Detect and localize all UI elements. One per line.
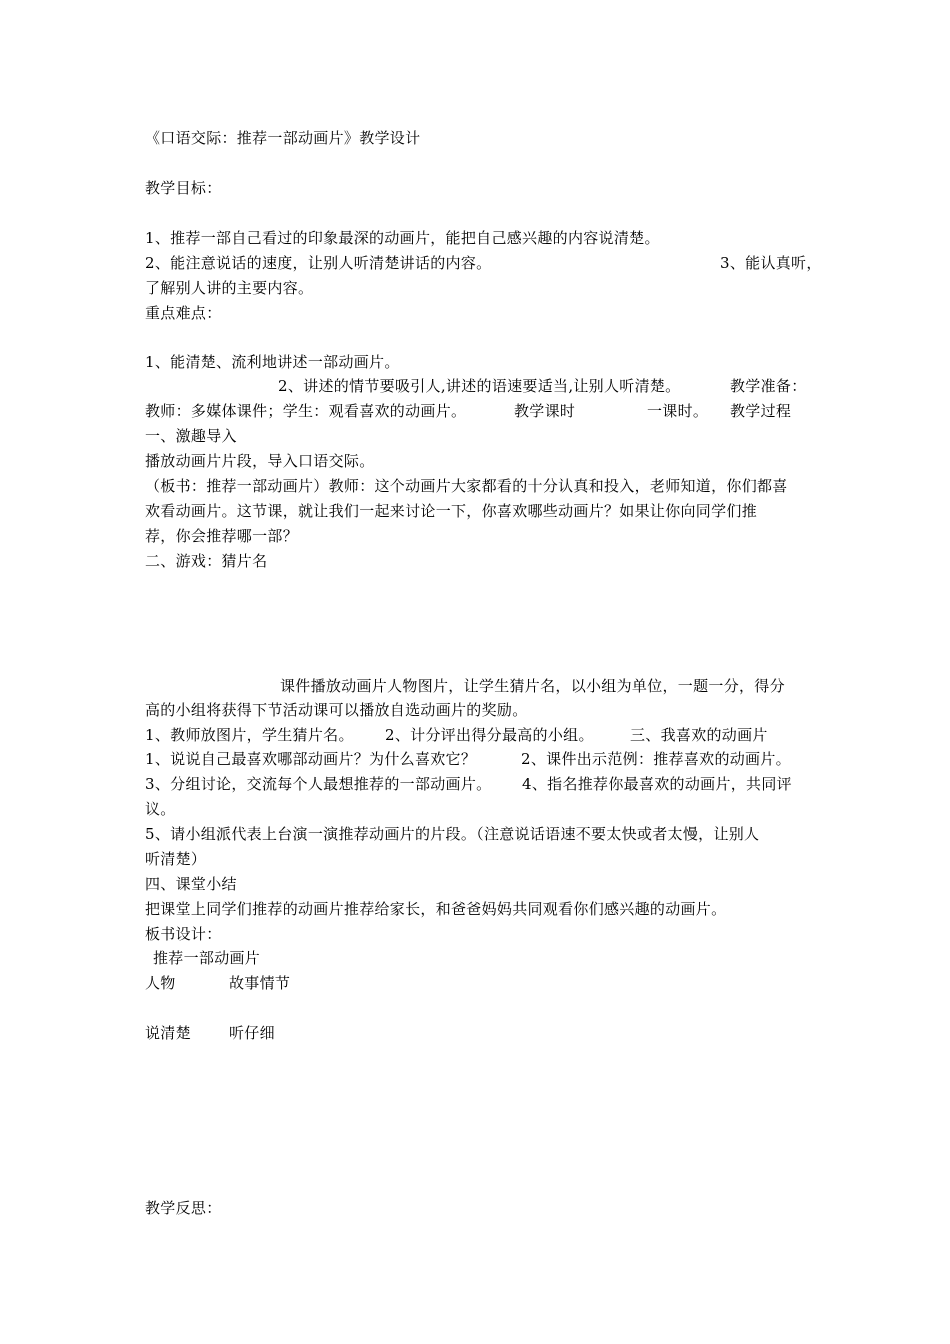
board-row1-left: 人物 (145, 974, 176, 992)
board-row2-left: 说清楚 (145, 1024, 191, 1042)
section-2-p1b: 高的小组将获得下节活动课可以播放自选动画片的奖励。 (145, 701, 528, 719)
reflection-heading: 教学反思： (145, 1199, 222, 1217)
section-2-heading: 二、游戏：猜片名 (145, 552, 268, 570)
board-row1-right: 故事情节 (229, 974, 291, 992)
section-2-step-2: 2、计分评出得分最高的小组。 (385, 726, 594, 744)
board-title: 推荐一部动画片 (153, 949, 261, 967)
goal-2: 2、能注意说话的速度，让别人听清楚讲话的内容。 (145, 254, 492, 272)
section-4-heading: 四、课堂小结 (145, 875, 237, 893)
section-3-step-4b: 议。 (145, 800, 176, 818)
section-1-p2c: 荐，你会推荐哪一部？ (145, 527, 299, 545)
hours-value: 一课时。 (647, 402, 709, 420)
section-3-step-4a: 4、指名推荐你最喜欢的动画片，共同评 (522, 775, 792, 793)
hours-label: 教学课时 (514, 402, 576, 420)
section-3-step-2: 2、课件出示范例：推荐喜欢的动画片。 (521, 750, 791, 768)
section-2-p1a: 课件播放动画片人物图片，让学生猜片名，以小组为单位，一题一分，得分 (280, 677, 785, 695)
board-heading: 板书设计： (145, 925, 222, 943)
section-2-step-1: 1、教师放图片，学生猜片名。 (145, 726, 354, 744)
key-point-2: 2、讲述的情节要吸引人,讲述的语速要适当,让别人听清楚。 (278, 377, 681, 395)
key-points-heading: 重点难点： (145, 304, 222, 322)
goal-3-end: 了解别人讲的主要内容。 (145, 279, 314, 297)
goal-1: 1、推荐一部自己看过的印象最深的动画片，能把自己感兴趣的内容说清楚。 (145, 229, 660, 247)
section-3-step-5b: 听清楚） (145, 850, 207, 868)
goals-heading: 教学目标： (145, 179, 222, 197)
section-3-step-5a: 5、请小组派代表上台演一演推荐动画片的片段。（注意说话语速不要太快或者太慢，让别人 (145, 825, 760, 843)
board-row2-right: 听仔细 (229, 1024, 275, 1042)
prep-heading: 教学准备： (730, 377, 807, 395)
key-point-1: 1、能清楚、流利地讲述一部动画片。 (145, 353, 400, 371)
section-3-heading: 三、我喜欢的动画片 (630, 726, 768, 744)
prep-text: 教师：多媒体课件；学生：观看喜欢的动画片。 (145, 402, 467, 420)
section-1-p2b: 欢看动画片。这节课，就让我们一起来讨论一下，你喜欢哪些动画片？如果让你向同学们推 (145, 502, 758, 520)
section-3-step-1: 1、说说自己最喜欢哪部动画片？为什么喜欢它？ (145, 750, 477, 768)
section-1-p2a: （板书：推荐一部动画片）教师：这个动画片大家都看的十分认真和投入，老师知道，你们都喜 (145, 477, 788, 495)
goal-3-start: 3、能认真听， (720, 254, 822, 272)
section-4-p1: 把课堂上同学们推荐的动画片推荐给家长，和爸爸妈妈共同观看你们感兴趣的动画片。 (145, 900, 727, 918)
document-title: 《口语交际：推荐一部动画片》教学设计 (145, 129, 421, 147)
section-1-heading: 一、激趣导入 (145, 427, 237, 445)
process-heading: 教学过程 (730, 402, 792, 420)
section-1-p1: 播放动画片片段，导入口语交际。 (145, 452, 375, 470)
section-3-step-3: 3、分组讨论，交流每个人最想推荐的一部动画片。 (145, 775, 492, 793)
